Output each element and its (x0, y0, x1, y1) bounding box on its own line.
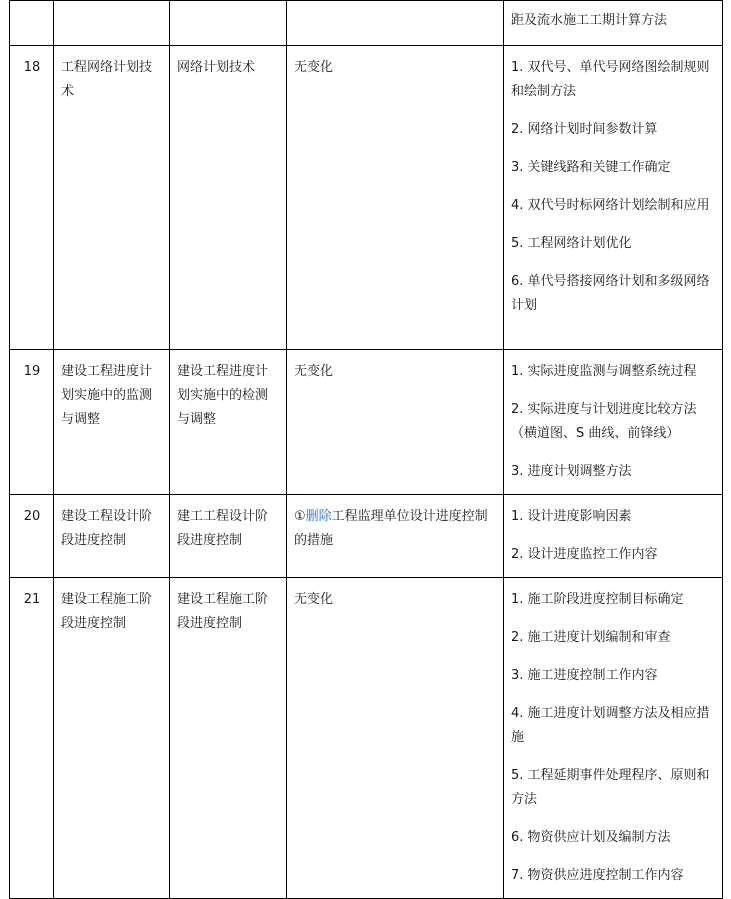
table-row (10, 46, 723, 350)
point-text: 4. 施工进度计划调整方法及相应措施 (511, 706, 710, 745)
table-row (10, 495, 723, 578)
table-row (10, 350, 723, 495)
point-text: 2. 实际进度与计划进度比较方法（横道图、S 曲线、前锋线） (511, 402, 697, 441)
point-text: 3. 关键线路和关键工作确定 (511, 160, 671, 175)
cell-change: 无变化 (287, 350, 504, 495)
cell-change: 无变化 (287, 578, 504, 899)
cell-name-new: 网络计划技术 (170, 46, 287, 350)
cell-points (504, 350, 723, 495)
cell-name-new: 建工工程设计阶段进度控制 (170, 495, 287, 578)
table-row-continued (10, 1, 723, 46)
table-row (10, 578, 723, 899)
cell-name-new (170, 1, 287, 46)
point-text: 3. 进度计划调整方法 (511, 464, 632, 479)
point-text: 1. 施工阶段进度控制目标确定 (511, 592, 684, 607)
syllabus-change-table (9, 0, 723, 899)
point-text: 7. 物资供应进度控制工作内容 (511, 868, 684, 883)
point-text: 5. 工程延期事件处理程序、原则和方法 (511, 768, 710, 807)
cell-num: 19 (10, 350, 54, 495)
cell-num (10, 1, 54, 46)
change-rest: 工程监理单位设计进度控制的措施 (294, 509, 488, 548)
point-text: 1. 设计进度影响因素 (511, 509, 632, 524)
cell-name-old: 建设工程进度计划实施中的监测与调整 (54, 350, 170, 495)
point-text: 2. 网络计划时间参数计算 (511, 122, 658, 137)
point-text: 距及流水施工工期计算方法 (511, 13, 668, 28)
cell-num: 21 (10, 578, 54, 899)
point-text: 1. 实际进度监测与调整系统过程 (511, 364, 697, 379)
point-text: 2. 施工进度计划编制和审查 (511, 630, 671, 645)
point-text: 5. 工程网络计划优化 (511, 236, 632, 251)
cell-num: 20 (10, 495, 54, 578)
cell-change: 无变化 (287, 46, 504, 350)
cell-change (287, 1, 504, 46)
cell-points (504, 495, 723, 578)
point-text: 1. 双代号、单代号网络图绘制规则和绘制方法 (511, 60, 710, 99)
change-prefix: ① (294, 509, 306, 524)
point-text: 4. 双代号时标网络计划绘制和应用 (511, 198, 710, 213)
cell-num: 18 (10, 46, 54, 350)
change-highlight: 删除 (305, 509, 332, 524)
cell-name-new: 建设工程进度计划实施中的检测与调整 (170, 350, 287, 495)
cell-name-old: 工程网络计划技术 (54, 46, 170, 350)
point-text: 3. 施工进度控制工作内容 (511, 668, 658, 683)
point-text: 6. 单代号搭接网络计划和多级网络计划 (511, 274, 710, 313)
cell-name-old: 建设工程施工阶段进度控制 (54, 578, 170, 899)
cell-name-old (54, 1, 170, 46)
cell-change (287, 495, 504, 578)
cell-points (504, 46, 723, 350)
point-text: 2. 设计进度监控工作内容 (511, 547, 658, 562)
point-text: 6. 物资供应计划及编制方法 (511, 830, 671, 845)
cell-name-old: 建设工程设计阶段进度控制 (54, 495, 170, 578)
cell-points (504, 578, 723, 899)
cell-points (504, 1, 723, 46)
cell-name-new: 建设工程施工阶段进度控制 (170, 578, 287, 899)
